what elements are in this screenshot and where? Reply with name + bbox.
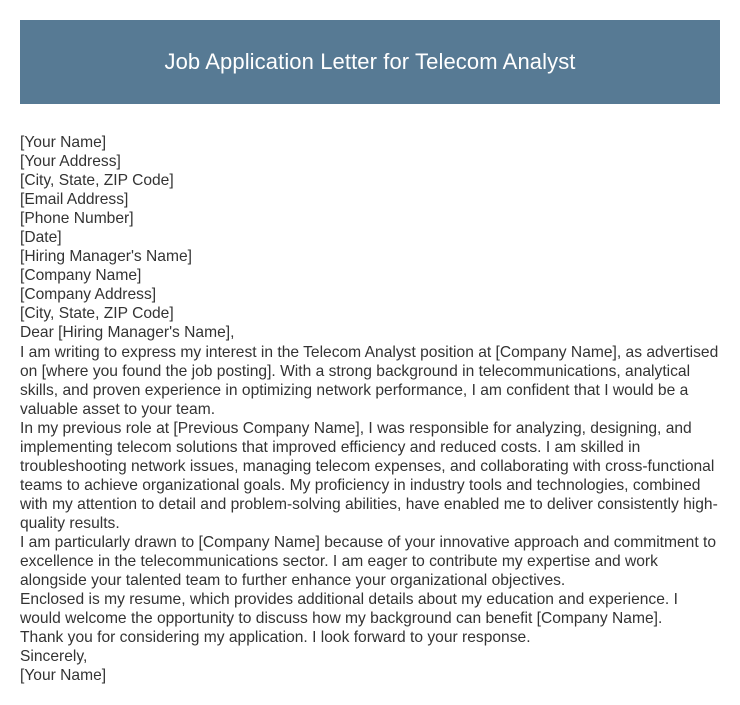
- sender-name: [Your Name]: [20, 134, 107, 151]
- closing: Sincerely,: [20, 648, 88, 666]
- recipient-block: [20, 247, 722, 323]
- sender-address: [Your Address]: [20, 153, 121, 171]
- signature: [Your Name]: [20, 667, 107, 685]
- page-title: Job Application Letter for Telecom Analyst: [164, 49, 576, 74]
- recipient-city-state-zip: [City, State, ZIP Code]: [20, 305, 174, 323]
- paragraph-thanks: Thank you for considering my application. I look forward to your response.: [20, 629, 531, 647]
- salutation: Dear [Hiring Manager's Name],: [20, 324, 235, 342]
- letter-body: [20, 133, 722, 685]
- letter-date: [Date]: [20, 229, 62, 247]
- sender-email: [Email Address]: [20, 191, 129, 209]
- sender-city-state-zip: [City, State, ZIP Code]: [20, 172, 174, 190]
- paragraph-intro: I am writing to express my interest in the Telecom Analyst position at [Company Name], as advertised on [where you found the job posting]. With a strong background in telecommunications, analytical skills, and proven experience in optimizing network performance, I am confident that I would be a valuable asset to your team.: [20, 343, 719, 418]
- recipient-address: [Company Address]: [20, 286, 157, 304]
- paragraph-experience: In my previous role at [Previous Company Name], I was responsible for analyzing, designing, and implementing telecom solutions that improved efficiency and reduced costs. I am skilled in troubleshooting network issues, managing telecom expenses, and collaborating with cross-functional teams to achieve organizational goals. My proficiency in industry tools and technologies, combined with my attention to detail and problem-solving abilities, have enabled me to deliver consistently high-quality results.: [20, 419, 718, 532]
- recipient-company: [Company Name]: [20, 267, 142, 285]
- page-header: [20, 20, 720, 104]
- sender-phone: [Phone Number]: [20, 210, 134, 228]
- sender-block: [20, 133, 722, 228]
- paragraph-motivation: I am particularly drawn to [Company Name] because of your innovative approach and commitment to excellence in the telecommunications sector. I am eager to contribute my expertise and work alongside your talented team to further enhance your organizational objectives.: [20, 533, 716, 590]
- recipient-name: [Hiring Manager's Name]: [20, 248, 192, 266]
- paragraph-enclosure: Enclosed is my resume, which provides additional details about my education and experience. I would welcome the opportunity to discuss how my background can benefit [Company Name].: [20, 591, 678, 628]
